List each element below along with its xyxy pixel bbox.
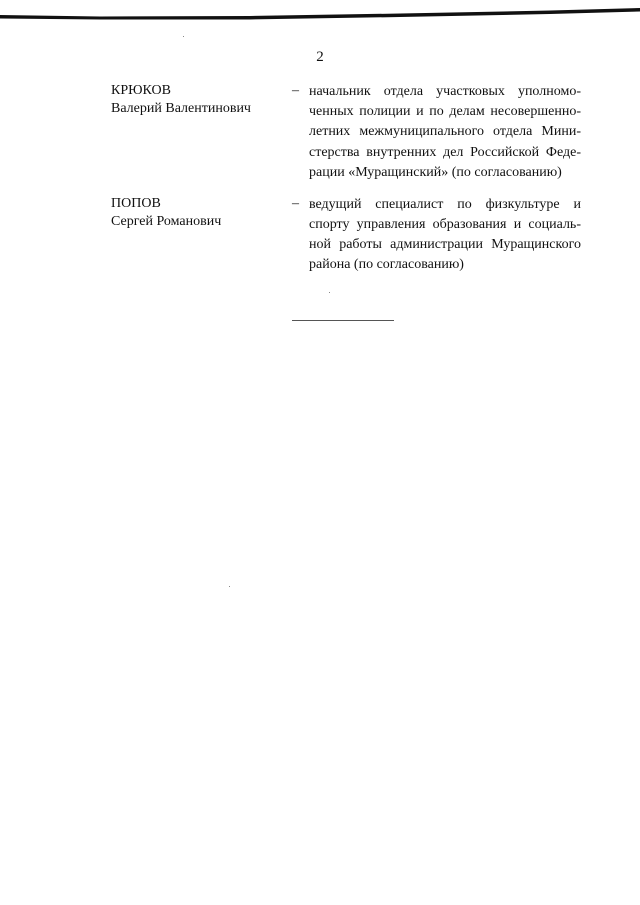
member-given-names: Валерий Валентинович: [111, 100, 251, 116]
member-dash: –: [292, 196, 299, 211]
member-surname: КРЮКОВ: [111, 83, 171, 98]
member-role: начальник отдела участковых уполномоченных полиции и по делам несовершеннолетних межмуниципального отдела Министерства внутренних дел Российской Федерации «Муращинский» (по согласованию): [309, 84, 581, 180]
scan-speck: [183, 36, 184, 37]
member-surname: ПОПОВ: [111, 196, 161, 211]
closing-rule: [292, 320, 394, 321]
member-given-names: Сергей Романович: [111, 213, 222, 229]
scan-speck: [229, 586, 230, 587]
member-role: ведущий специалист по физкультуре и спорту управления образования и социальной работы администрации Муращинского района (по согласованию): [309, 197, 581, 272]
scan-speck: [329, 292, 330, 293]
member-name: [111, 195, 286, 230]
member-name: [111, 82, 286, 117]
page-number: 2: [316, 49, 324, 65]
scan-top-edge: [0, 0, 640, 22]
member-dash: –: [292, 83, 299, 98]
